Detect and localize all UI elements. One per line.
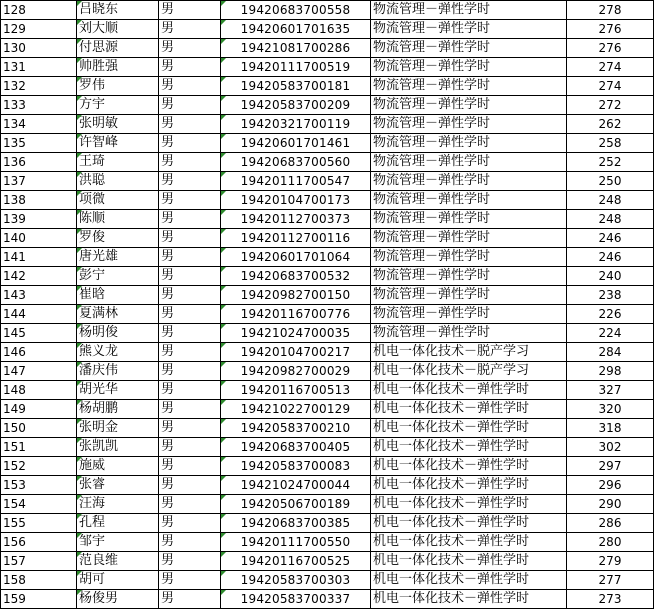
major-cell[interactable]: 机电一体化技术－弹性学时 xyxy=(371,533,567,552)
score-cell[interactable]: 238 xyxy=(567,286,654,305)
exam-number-cell[interactable]: 19421024700044 xyxy=(221,476,371,495)
row-index-cell[interactable]: 131 xyxy=(1,58,77,77)
major-cell[interactable]: 物流管理－弹性学时 xyxy=(371,210,567,229)
row-index-cell[interactable]: 154 xyxy=(1,495,77,514)
table-row xyxy=(1,495,654,514)
table-row xyxy=(1,533,654,552)
name-cell[interactable]: 洪聪 xyxy=(77,172,159,191)
row-index-cell[interactable]: 134 xyxy=(1,115,77,134)
score-cell[interactable]: 284 xyxy=(567,343,654,362)
name-cell[interactable]: 许智峰 xyxy=(77,134,159,153)
row-index-cell[interactable]: 148 xyxy=(1,381,77,400)
score-cell[interactable]: 277 xyxy=(567,571,654,590)
exam-number-cell[interactable]: 19420583700337 xyxy=(221,590,371,609)
major-cell[interactable]: 机电一体化技术－弹性学时 xyxy=(371,571,567,590)
name-cell[interactable]: 罗伟 xyxy=(77,77,159,96)
name-cell[interactable]: 杨俊男 xyxy=(77,590,159,609)
score-cell[interactable]: 297 xyxy=(567,457,654,476)
table-row xyxy=(1,77,654,96)
gender-cell[interactable]: 男 xyxy=(159,58,221,77)
gender-cell[interactable]: 男 xyxy=(159,20,221,39)
table-row xyxy=(1,115,654,134)
score-cell[interactable]: 320 xyxy=(567,400,654,419)
name-cell[interactable]: 胡光华 xyxy=(77,381,159,400)
exam-number-cell[interactable]: 19420111700547 xyxy=(221,172,371,191)
table-row xyxy=(1,476,654,495)
score-cell[interactable]: 274 xyxy=(567,77,654,96)
gender-cell[interactable]: 男 xyxy=(159,552,221,571)
exam-number-cell[interactable]: 19420116700513 xyxy=(221,381,371,400)
gender-cell[interactable]: 男 xyxy=(159,324,221,343)
name-cell[interactable]: 张凯凯 xyxy=(77,438,159,457)
row-index-cell[interactable]: 157 xyxy=(1,552,77,571)
gender-cell[interactable]: 男 xyxy=(159,248,221,267)
name-cell[interactable]: 彭宁 xyxy=(77,267,159,286)
exam-number-cell[interactable]: 19420601701461 xyxy=(221,134,371,153)
score-cell[interactable]: 298 xyxy=(567,362,654,381)
exam-number-cell[interactable]: 19420601701635 xyxy=(221,20,371,39)
row-index-cell[interactable]: 152 xyxy=(1,457,77,476)
name-cell[interactable]: 邹宇 xyxy=(77,533,159,552)
score-cell[interactable]: 276 xyxy=(567,20,654,39)
table-row xyxy=(1,552,654,571)
table-row xyxy=(1,324,654,343)
score-cell[interactable]: 276 xyxy=(567,39,654,58)
table-row xyxy=(1,362,654,381)
score-cell[interactable]: 290 xyxy=(567,495,654,514)
table-row xyxy=(1,514,654,533)
table-row xyxy=(1,419,654,438)
major-cell[interactable]: 机电一体化技术－脱产学习 xyxy=(371,343,567,362)
gender-cell[interactable]: 男 xyxy=(159,191,221,210)
table-row xyxy=(1,438,654,457)
gender-cell[interactable]: 男 xyxy=(159,381,221,400)
score-cell[interactable]: 286 xyxy=(567,514,654,533)
exam-number-cell[interactable]: 19420112700116 xyxy=(221,229,371,248)
row-index-cell[interactable]: 153 xyxy=(1,476,77,495)
table-row xyxy=(1,172,654,191)
table-row xyxy=(1,590,654,609)
row-index-cell[interactable]: 129 xyxy=(1,20,77,39)
gender-cell[interactable]: 男 xyxy=(159,305,221,324)
major-cell[interactable]: 机电一体化技术－脱产学习 xyxy=(371,362,567,381)
name-cell[interactable]: 夏满林 xyxy=(77,305,159,324)
table-row xyxy=(1,1,654,20)
major-cell[interactable]: 物流管理－弹性学时 xyxy=(371,324,567,343)
name-cell[interactable]: 张明敏 xyxy=(77,115,159,134)
row-index-cell[interactable]: 156 xyxy=(1,533,77,552)
major-cell[interactable]: 物流管理－弹性学时 xyxy=(371,172,567,191)
exam-number-cell[interactable]: 19420111700550 xyxy=(221,533,371,552)
name-cell[interactable]: 张明金 xyxy=(77,419,159,438)
exam-number-cell[interactable]: 19420583700303 xyxy=(221,571,371,590)
gender-cell[interactable]: 男 xyxy=(159,457,221,476)
name-cell[interactable]: 孔程 xyxy=(77,514,159,533)
major-cell[interactable]: 机电一体化技术－弹性学时 xyxy=(371,457,567,476)
score-cell[interactable]: 248 xyxy=(567,191,654,210)
exam-number-cell[interactable]: 19420116700525 xyxy=(221,552,371,571)
score-cell[interactable]: 280 xyxy=(567,533,654,552)
table-row xyxy=(1,210,654,229)
name-cell[interactable]: 熊义龙 xyxy=(77,343,159,362)
name-cell[interactable]: 胡可 xyxy=(77,571,159,590)
exam-number-cell[interactable]: 19420321700119 xyxy=(221,115,371,134)
table-body xyxy=(1,1,654,609)
exam-number-cell[interactable]: 19420683700405 xyxy=(221,438,371,457)
major-cell[interactable]: 物流管理－弹性学时 xyxy=(371,58,567,77)
score-cell[interactable]: 258 xyxy=(567,134,654,153)
gender-cell[interactable]: 男 xyxy=(159,400,221,419)
score-cell[interactable]: 252 xyxy=(567,153,654,172)
score-cell[interactable]: 327 xyxy=(567,381,654,400)
major-cell[interactable]: 机电一体化技术－弹性学时 xyxy=(371,552,567,571)
score-cell[interactable]: 246 xyxy=(567,248,654,267)
major-cell[interactable]: 物流管理－弹性学时 xyxy=(371,134,567,153)
name-cell[interactable]: 崔晗 xyxy=(77,286,159,305)
score-cell[interactable]: 278 xyxy=(567,1,654,20)
major-cell[interactable]: 物流管理－弹性学时 xyxy=(371,305,567,324)
table-row xyxy=(1,400,654,419)
row-index-cell[interactable]: 140 xyxy=(1,229,77,248)
major-cell[interactable]: 机电一体化技术－弹性学时 xyxy=(371,381,567,400)
table-row xyxy=(1,96,654,115)
row-index-cell[interactable]: 144 xyxy=(1,305,77,324)
major-cell[interactable]: 物流管理－弹性学时 xyxy=(371,39,567,58)
exam-number-cell[interactable]: 19420583700181 xyxy=(221,77,371,96)
name-cell[interactable]: 汪海 xyxy=(77,495,159,514)
gender-cell[interactable]: 男 xyxy=(159,286,221,305)
exam-number-cell[interactable]: 19420683700532 xyxy=(221,267,371,286)
major-cell[interactable]: 物流管理－弹性学时 xyxy=(371,191,567,210)
row-index-cell[interactable]: 132 xyxy=(1,77,77,96)
score-cell[interactable]: 240 xyxy=(567,267,654,286)
major-cell[interactable]: 机电一体化技术－弹性学时 xyxy=(371,419,567,438)
gender-cell[interactable]: 男 xyxy=(159,438,221,457)
table-row xyxy=(1,248,654,267)
score-cell[interactable]: 279 xyxy=(567,552,654,571)
row-index-cell[interactable]: 136 xyxy=(1,153,77,172)
row-index-cell[interactable]: 137 xyxy=(1,172,77,191)
table-row xyxy=(1,58,654,77)
table-row xyxy=(1,457,654,476)
exam-number-cell[interactable]: 19420683700560 xyxy=(221,153,371,172)
name-cell[interactable]: 项微 xyxy=(77,191,159,210)
major-cell[interactable]: 机电一体化技术－弹性学时 xyxy=(371,590,567,609)
row-index-cell[interactable]: 138 xyxy=(1,191,77,210)
name-cell[interactable]: 方宇 xyxy=(77,96,159,115)
gender-cell[interactable]: 男 xyxy=(159,419,221,438)
name-cell[interactable]: 杨胡鹏 xyxy=(77,400,159,419)
row-index-cell[interactable]: 151 xyxy=(1,438,77,457)
table-row xyxy=(1,134,654,153)
table-row xyxy=(1,571,654,590)
exam-number-cell[interactable]: 19420583700083 xyxy=(221,457,371,476)
gender-cell[interactable]: 男 xyxy=(159,153,221,172)
major-cell[interactable]: 物流管理－弹性学时 xyxy=(371,1,567,20)
exam-number-cell[interactable]: 19420982700150 xyxy=(221,286,371,305)
exam-number-cell[interactable]: 19420104700173 xyxy=(221,191,371,210)
exam-number-cell[interactable]: 19420506700189 xyxy=(221,495,371,514)
table-row xyxy=(1,229,654,248)
score-cell[interactable]: 246 xyxy=(567,229,654,248)
table-row xyxy=(1,267,654,286)
gender-cell[interactable]: 男 xyxy=(159,267,221,286)
exam-number-cell[interactable]: 19420683700385 xyxy=(221,514,371,533)
name-cell[interactable]: 罗俊 xyxy=(77,229,159,248)
major-cell[interactable]: 机电一体化技术－弹性学时 xyxy=(371,400,567,419)
name-cell[interactable]: 张睿 xyxy=(77,476,159,495)
gender-cell[interactable]: 男 xyxy=(159,39,221,58)
name-cell[interactable]: 王琦 xyxy=(77,153,159,172)
name-cell[interactable]: 吕晓东 xyxy=(77,1,159,20)
major-cell[interactable]: 机电一体化技术－弹性学时 xyxy=(371,476,567,495)
major-cell[interactable]: 物流管理－弹性学时 xyxy=(371,20,567,39)
exam-number-cell[interactable]: 19420111700519 xyxy=(221,58,371,77)
row-index-cell[interactable]: 143 xyxy=(1,286,77,305)
name-cell[interactable]: 付思源 xyxy=(77,39,159,58)
exam-number-cell[interactable]: 19420683700558 xyxy=(221,1,371,20)
gender-cell[interactable]: 男 xyxy=(159,514,221,533)
row-index-cell[interactable]: 128 xyxy=(1,1,77,20)
gender-cell[interactable]: 男 xyxy=(159,172,221,191)
exam-number-cell[interactable]: 19420583700209 xyxy=(221,96,371,115)
score-cell[interactable]: 273 xyxy=(567,590,654,609)
gender-cell[interactable]: 男 xyxy=(159,590,221,609)
exam-number-cell[interactable]: 19420112700373 xyxy=(221,210,371,229)
row-index-cell[interactable]: 145 xyxy=(1,324,77,343)
exam-number-cell[interactable]: 19420583700210 xyxy=(221,419,371,438)
exam-number-cell[interactable]: 19420601701064 xyxy=(221,248,371,267)
gender-cell[interactable]: 男 xyxy=(159,96,221,115)
exam-number-cell[interactable]: 19421022700129 xyxy=(221,400,371,419)
major-cell[interactable]: 物流管理－弹性学时 xyxy=(371,96,567,115)
gender-cell[interactable]: 男 xyxy=(159,362,221,381)
exam-number-cell[interactable]: 19420982700029 xyxy=(221,362,371,381)
score-cell[interactable]: 302 xyxy=(567,438,654,457)
gender-cell[interactable]: 男 xyxy=(159,343,221,362)
score-cell[interactable]: 226 xyxy=(567,305,654,324)
row-index-cell[interactable]: 150 xyxy=(1,419,77,438)
major-cell[interactable]: 机电一体化技术－弹性学时 xyxy=(371,495,567,514)
exam-number-cell[interactable]: 19421024700035 xyxy=(221,324,371,343)
score-cell[interactable]: 224 xyxy=(567,324,654,343)
name-cell[interactable]: 帅胜强 xyxy=(77,58,159,77)
name-cell[interactable]: 范良维 xyxy=(77,552,159,571)
major-cell[interactable]: 物流管理－弹性学时 xyxy=(371,248,567,267)
exam-number-cell[interactable]: 19420104700217 xyxy=(221,343,371,362)
row-index-cell[interactable]: 158 xyxy=(1,571,77,590)
score-cell[interactable]: 262 xyxy=(567,115,654,134)
score-cell[interactable]: 318 xyxy=(567,419,654,438)
name-cell[interactable]: 唐光雄 xyxy=(77,248,159,267)
table-row xyxy=(1,343,654,362)
score-cell[interactable]: 272 xyxy=(567,96,654,115)
gender-cell[interactable]: 男 xyxy=(159,115,221,134)
score-cell[interactable]: 296 xyxy=(567,476,654,495)
gender-cell[interactable]: 男 xyxy=(159,229,221,248)
row-index-cell[interactable]: 130 xyxy=(1,39,77,58)
name-cell[interactable]: 陈顺 xyxy=(77,210,159,229)
exam-number-cell[interactable]: 19420116700776 xyxy=(221,305,371,324)
name-cell[interactable]: 杨明俊 xyxy=(77,324,159,343)
major-cell[interactable]: 物流管理－弹性学时 xyxy=(371,153,567,172)
major-cell[interactable]: 物流管理－弹性学时 xyxy=(371,267,567,286)
major-cell[interactable]: 物流管理－弹性学时 xyxy=(371,115,567,134)
major-cell[interactable]: 物流管理－弹性学时 xyxy=(371,286,567,305)
row-index-cell[interactable]: 159 xyxy=(1,590,77,609)
major-cell[interactable]: 物流管理－弹性学时 xyxy=(371,77,567,96)
major-cell[interactable]: 物流管理－弹性学时 xyxy=(371,229,567,248)
row-index-cell[interactable]: 147 xyxy=(1,362,77,381)
row-index-cell[interactable]: 146 xyxy=(1,343,77,362)
row-index-cell[interactable]: 133 xyxy=(1,96,77,115)
name-cell[interactable]: 施威 xyxy=(77,457,159,476)
table-row xyxy=(1,39,654,58)
row-index-cell[interactable]: 135 xyxy=(1,134,77,153)
table-row xyxy=(1,191,654,210)
exam-number-cell[interactable]: 19421081700286 xyxy=(221,39,371,58)
gender-cell[interactable]: 男 xyxy=(159,571,221,590)
gender-cell[interactable]: 男 xyxy=(159,134,221,153)
row-index-cell[interactable]: 142 xyxy=(1,267,77,286)
table-row xyxy=(1,305,654,324)
row-index-cell[interactable]: 149 xyxy=(1,400,77,419)
major-cell[interactable]: 机电一体化技术－弹性学时 xyxy=(371,438,567,457)
score-cell[interactable]: 248 xyxy=(567,210,654,229)
gender-cell[interactable]: 男 xyxy=(159,495,221,514)
gender-cell[interactable]: 男 xyxy=(159,476,221,495)
table-row xyxy=(1,286,654,305)
row-index-cell[interactable]: 141 xyxy=(1,248,77,267)
row-index-cell[interactable]: 139 xyxy=(1,210,77,229)
gender-cell[interactable]: 男 xyxy=(159,533,221,552)
row-index-cell[interactable]: 155 xyxy=(1,514,77,533)
table-row xyxy=(1,381,654,400)
score-cell[interactable]: 274 xyxy=(567,58,654,77)
name-cell[interactable]: 刘大顺 xyxy=(77,20,159,39)
score-cell[interactable]: 250 xyxy=(567,172,654,191)
gender-cell[interactable]: 男 xyxy=(159,210,221,229)
gender-cell[interactable]: 男 xyxy=(159,77,221,96)
table-row xyxy=(1,153,654,172)
gender-cell[interactable]: 男 xyxy=(159,1,221,20)
name-cell[interactable]: 潘庆伟 xyxy=(77,362,159,381)
table-row xyxy=(1,20,654,39)
major-cell[interactable]: 机电一体化技术－弹性学时 xyxy=(371,514,567,533)
